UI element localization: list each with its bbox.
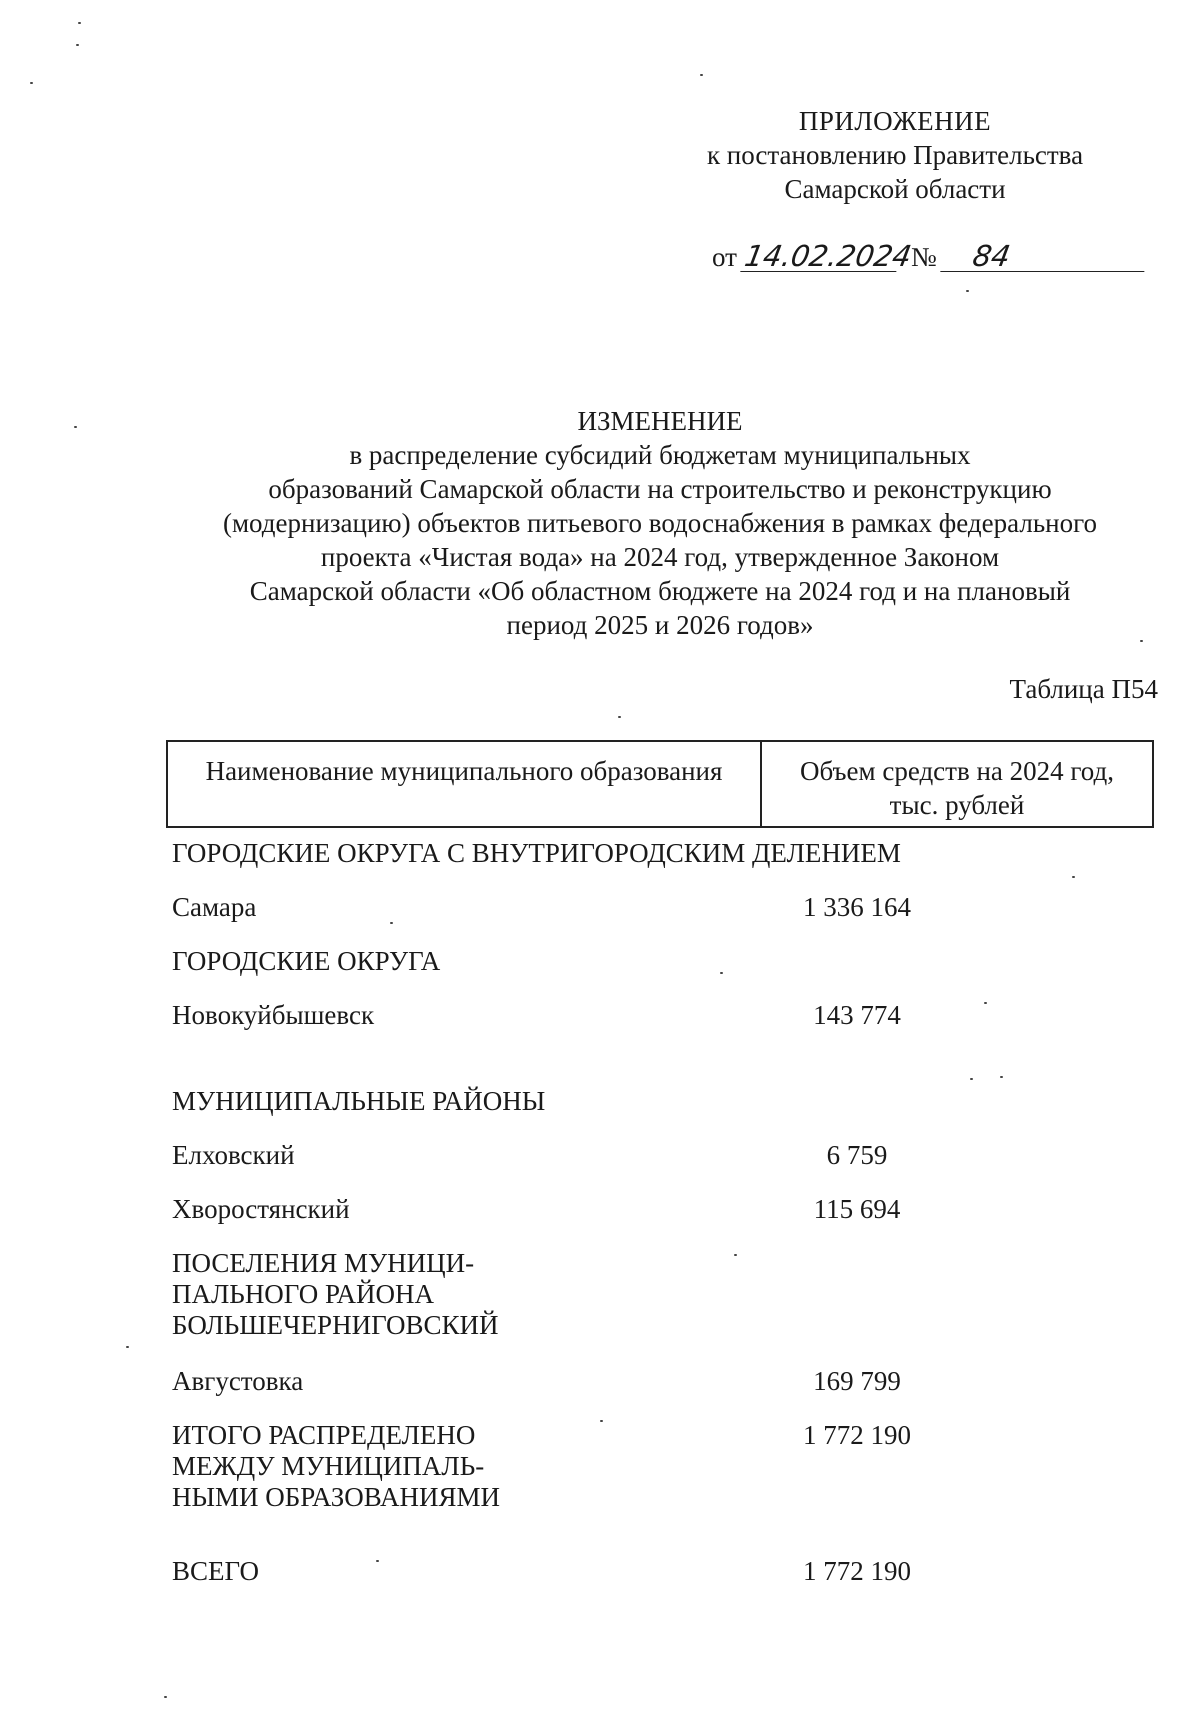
- column-header-volume: [762, 742, 1152, 826]
- municipality-name: Августовка: [172, 1366, 304, 1396]
- handwritten-number: 84: [940, 241, 1149, 272]
- scan-speck: [966, 290, 969, 292]
- section-name: [172, 1248, 1072, 1341]
- title-line: (модернизацию) объектов питьевого водоснабжения в рамках федерального: [222, 508, 1098, 538]
- appendix-title: ПРИЛОЖЕНИЕ: [798, 106, 992, 136]
- table-header: [166, 740, 1154, 828]
- scan-speck: [720, 972, 723, 974]
- scan-speck: [970, 1078, 973, 1080]
- title-line: в распределение субсидий бюджетам муниципальных: [349, 440, 971, 470]
- section-name-line: ПАЛЬНОГО РАЙОНА: [172, 1279, 435, 1309]
- total-label: [172, 1420, 732, 1513]
- section-name-line: ПОСЕЛЕНИЯ МУНИЦИ-: [172, 1248, 475, 1278]
- municipality-name: Самара: [172, 892, 257, 922]
- municipality-name: Елховский: [172, 1140, 295, 1170]
- total-label-line: МЕЖДУ МУНИЦИПАЛЬ-: [172, 1451, 485, 1481]
- municipality-value: 115 694: [813, 1194, 901, 1224]
- section-name-line: БОЛЬШЕЧЕРНИГОВСКИЙ: [172, 1310, 499, 1340]
- date-prefix: от: [712, 242, 737, 272]
- title-line: образований Самарской области на строительство и реконструкцию: [268, 474, 1052, 504]
- total-label-line: ИТОГО РАСПРЕДЕЛЕНО: [172, 1420, 476, 1450]
- column-header-volume-line: тыс. рублей: [889, 790, 1025, 820]
- column-header-volume-line: Объем средств на 2024 год,: [799, 756, 1115, 786]
- title-line: Самарской области «Об областном бюджете на 2024 год и на плановый: [249, 576, 1071, 606]
- scan-speck: [390, 922, 393, 924]
- municipality-value: 143 774: [813, 1000, 901, 1030]
- scan-speck: [618, 716, 621, 718]
- scan-speck: [126, 1346, 129, 1348]
- column-header-name: Наименование муниципального образования: [168, 742, 762, 826]
- municipality-value: 169 799: [813, 1366, 901, 1396]
- appendix-resolution: к постановлению Правительства: [706, 140, 1084, 170]
- municipality-value: 1 336 164: [803, 892, 911, 922]
- scan-speck: [30, 82, 33, 84]
- table-label: Таблица П54: [1009, 674, 1158, 704]
- scan-speck: [1000, 1076, 1003, 1078]
- scan-speck: [74, 426, 77, 428]
- total-label-line: НЫМИ ОБРАЗОВАНИЯМИ: [172, 1482, 501, 1512]
- scan-speck: [164, 1696, 167, 1698]
- section-name: ГОРОДСКИЕ ОКРУГА С ВНУТРИГОРОДСКИМ ДЕЛЕНИЕМ: [172, 838, 901, 868]
- title-line: проекта «Чистая вода» на 2024 год, утвержденное Законом: [320, 542, 1000, 572]
- resolution-date-line: [712, 240, 1147, 274]
- scan-speck: [734, 1254, 737, 1256]
- municipality-value: 6 759: [826, 1140, 888, 1170]
- municipality-name: Хворостянский: [172, 1194, 350, 1224]
- municipality-name: Новокуйбышевск: [172, 1000, 375, 1030]
- scan-speck: [600, 1420, 603, 1422]
- appendix-header: [660, 104, 1130, 206]
- document-title: [150, 404, 1170, 642]
- total-value: 1 772 190: [803, 1420, 911, 1450]
- scan-speck: [376, 1560, 379, 1562]
- scan-speck: [76, 44, 79, 46]
- scan-speck: [1072, 876, 1075, 878]
- section-name: ГОРОДСКИЕ ОКРУГА: [172, 946, 441, 976]
- number-prefix: №: [910, 242, 937, 272]
- scan-speck: [700, 74, 703, 76]
- handwritten-date: 14.02.2024: [742, 239, 915, 273]
- title-line: период 2025 и 2026 годов»: [506, 610, 814, 640]
- section-name: МУНИЦИПАЛЬНЫЕ РАЙОНЫ: [172, 1086, 546, 1116]
- scan-speck: [984, 1002, 987, 1004]
- scan-speck: [78, 22, 81, 24]
- appendix-region: Самарской области: [784, 174, 1006, 204]
- scan-speck: [1140, 640, 1143, 642]
- title-heading: ИЗМЕНЕНИЕ: [577, 406, 743, 436]
- grand-total-value: 1 772 190: [803, 1556, 911, 1586]
- grand-total-label: ВСЕГО: [172, 1556, 259, 1586]
